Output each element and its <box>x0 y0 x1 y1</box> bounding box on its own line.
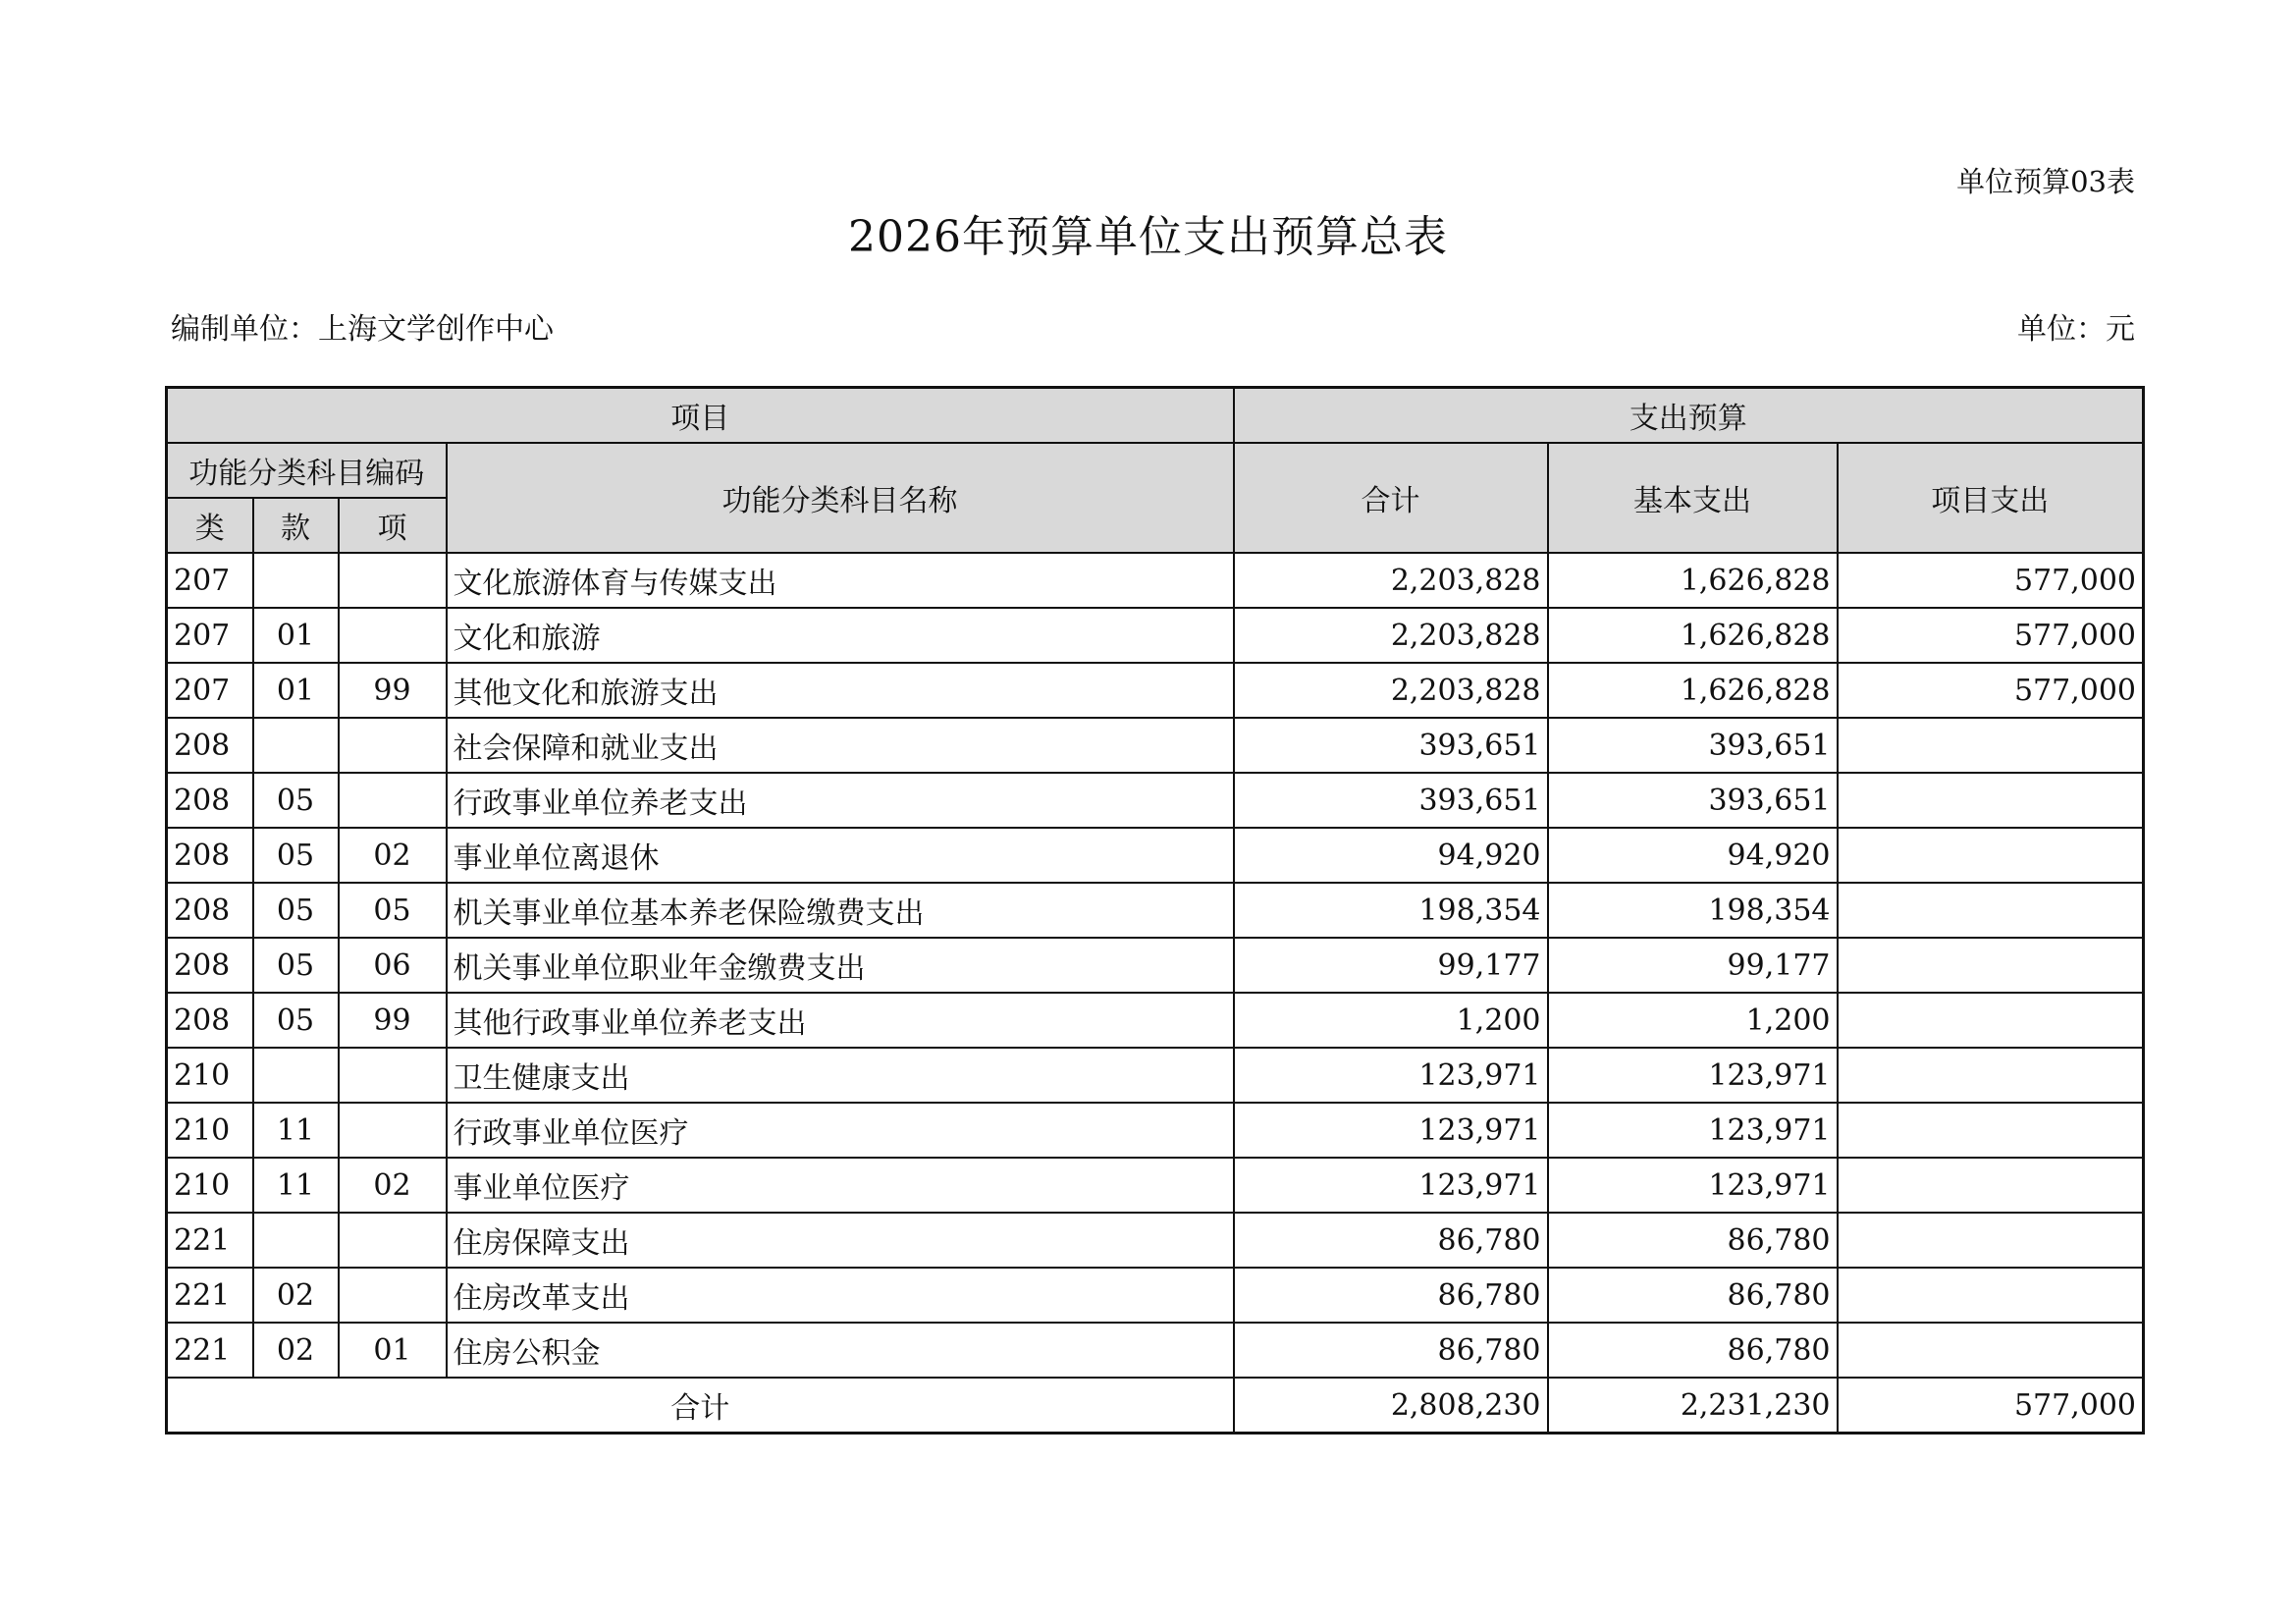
cell-project <box>1838 1048 2144 1103</box>
cell-subject-name: 住房保障支出 <box>447 1213 1234 1268</box>
cell-project <box>1838 1323 2144 1378</box>
cell-basic: 1,626,828 <box>1548 608 1838 663</box>
cell-lei: 210 <box>167 1048 253 1103</box>
cell-project: 577,000 <box>1838 663 2144 718</box>
cell-total: 94,920 <box>1234 828 1548 883</box>
cell-basic: 198,354 <box>1548 883 1838 938</box>
cell-subject-name: 住房公积金 <box>447 1323 1234 1378</box>
form-number: 单位预算03表 <box>1956 165 2135 198</box>
cell-kuan: 05 <box>253 773 339 828</box>
cell-lei: 221 <box>167 1213 253 1268</box>
cell-basic: 86,780 <box>1548 1323 1838 1378</box>
cell-subject-name: 事业单位医疗 <box>447 1158 1234 1213</box>
cell-kuan: 05 <box>253 938 339 993</box>
cell-project <box>1838 993 2144 1048</box>
cell-subject-name: 住房改革支出 <box>447 1268 1234 1323</box>
table-row <box>167 608 2144 663</box>
table-row <box>167 773 2144 828</box>
page-title: 2026年预算单位支出预算总表 <box>848 212 1448 262</box>
cell-xiang: 99 <box>339 993 447 1048</box>
cell-xiang <box>339 553 447 608</box>
cell-xiang: 02 <box>339 1158 447 1213</box>
cell-xiang <box>339 773 447 828</box>
cell-lei: 208 <box>167 938 253 993</box>
cell-lei: 208 <box>167 828 253 883</box>
cell-basic: 393,651 <box>1548 773 1838 828</box>
cell-subject-name: 机关事业单位职业年金缴费支出 <box>447 938 1234 993</box>
cell-total: 123,971 <box>1234 1158 1548 1213</box>
cell-subject-name: 卫生健康支出 <box>447 1048 1234 1103</box>
cell-basic: 1,200 <box>1548 993 1838 1048</box>
cell-xiang: 02 <box>339 828 447 883</box>
cell-kuan: 11 <box>253 1103 339 1158</box>
total-label: 合计 <box>167 1378 1234 1434</box>
cell-lei: 221 <box>167 1268 253 1323</box>
header-project: 项目支出 <box>1838 443 2144 553</box>
cell-basic: 94,920 <box>1548 828 1838 883</box>
cell-lei: 207 <box>167 553 253 608</box>
cell-subject-name: 社会保障和就业支出 <box>447 718 1234 773</box>
cell-xiang: 01 <box>339 1323 447 1378</box>
cell-total: 123,971 <box>1234 1103 1548 1158</box>
cell-total: 86,780 <box>1234 1213 1548 1268</box>
cell-subject-name: 行政事业单位医疗 <box>447 1103 1234 1158</box>
cell-subject-name: 其他行政事业单位养老支出 <box>447 993 1234 1048</box>
cell-lei: 208 <box>167 883 253 938</box>
cell-xiang: 05 <box>339 883 447 938</box>
cell-total: 123,971 <box>1234 1048 1548 1103</box>
cell-kuan: 11 <box>253 1158 339 1213</box>
cell-xiang <box>339 718 447 773</box>
cell-kuan <box>253 553 339 608</box>
currency-unit: 单位：元 <box>2017 312 2135 347</box>
cell-lei: 210 <box>167 1103 253 1158</box>
header-code-group: 功能分类科目编码 <box>167 443 447 498</box>
cell-basic: 393,651 <box>1548 718 1838 773</box>
cell-project <box>1838 1158 2144 1213</box>
table-row <box>167 883 2144 938</box>
table-row <box>167 828 2144 883</box>
cell-lei: 208 <box>167 718 253 773</box>
header-xiang: 项 <box>339 498 447 553</box>
cell-xiang <box>339 1213 447 1268</box>
budget-table <box>165 386 2145 1435</box>
cell-xiang: 06 <box>339 938 447 993</box>
cell-basic: 123,971 <box>1548 1158 1838 1213</box>
cell-basic: 123,971 <box>1548 1048 1838 1103</box>
table-row <box>167 1048 2144 1103</box>
cell-project: 577,000 <box>1838 553 2144 608</box>
cell-lei: 207 <box>167 608 253 663</box>
cell-total: 393,651 <box>1234 773 1548 828</box>
cell-project <box>1838 883 2144 938</box>
header-subject-name: 功能分类科目名称 <box>447 443 1234 553</box>
total-sum: 2,808,230 <box>1234 1378 1548 1434</box>
cell-total: 1,200 <box>1234 993 1548 1048</box>
cell-xiang: 99 <box>339 663 447 718</box>
table-row <box>167 1158 2144 1213</box>
cell-project <box>1838 718 2144 773</box>
table-row <box>167 1323 2144 1378</box>
cell-subject-name: 文化和旅游 <box>447 608 1234 663</box>
cell-total: 2,203,828 <box>1234 608 1548 663</box>
header-total: 合计 <box>1234 443 1548 553</box>
cell-total: 198,354 <box>1234 883 1548 938</box>
header-budget: 支出预算 <box>1234 388 2144 444</box>
cell-basic: 123,971 <box>1548 1103 1838 1158</box>
total-row <box>167 1378 2144 1434</box>
cell-lei: 208 <box>167 993 253 1048</box>
total-basic: 2,231,230 <box>1548 1378 1838 1434</box>
cell-xiang <box>339 608 447 663</box>
cell-total: 86,780 <box>1234 1323 1548 1378</box>
cell-total: 99,177 <box>1234 938 1548 993</box>
cell-kuan <box>253 1048 339 1103</box>
cell-kuan: 01 <box>253 608 339 663</box>
cell-xiang <box>339 1268 447 1323</box>
cell-project <box>1838 1213 2144 1268</box>
cell-total: 2,203,828 <box>1234 553 1548 608</box>
table-row <box>167 663 2144 718</box>
cell-lei: 207 <box>167 663 253 718</box>
cell-xiang <box>339 1103 447 1158</box>
cell-basic: 1,626,828 <box>1548 663 1838 718</box>
cell-kuan: 05 <box>253 828 339 883</box>
table-row <box>167 938 2144 993</box>
table-row <box>167 718 2144 773</box>
cell-total: 86,780 <box>1234 1268 1548 1323</box>
cell-project <box>1838 1268 2144 1323</box>
cell-subject-name: 行政事业单位养老支出 <box>447 773 1234 828</box>
header-item: 项目 <box>167 388 1234 444</box>
table-row <box>167 1268 2144 1323</box>
cell-project <box>1838 1103 2144 1158</box>
compiling-unit: 编制单位：上海文学创作中心 <box>171 312 554 347</box>
cell-total: 393,651 <box>1234 718 1548 773</box>
cell-kuan <box>253 1213 339 1268</box>
cell-project <box>1838 938 2144 993</box>
cell-lei: 221 <box>167 1323 253 1378</box>
cell-subject-name: 其他文化和旅游支出 <box>447 663 1234 718</box>
cell-basic: 86,780 <box>1548 1268 1838 1323</box>
table-body <box>167 553 2144 1378</box>
cell-kuan: 05 <box>253 883 339 938</box>
total-project: 577,000 <box>1838 1378 2144 1434</box>
cell-kuan <box>253 718 339 773</box>
cell-project: 577,000 <box>1838 608 2144 663</box>
cell-subject-name: 机关事业单位基本养老保险缴费支出 <box>447 883 1234 938</box>
cell-subject-name: 文化旅游体育与传媒支出 <box>447 553 1234 608</box>
table-row <box>167 993 2144 1048</box>
header-basic: 基本支出 <box>1548 443 1838 553</box>
cell-total: 2,203,828 <box>1234 663 1548 718</box>
cell-kuan: 02 <box>253 1323 339 1378</box>
cell-basic: 99,177 <box>1548 938 1838 993</box>
cell-lei: 210 <box>167 1158 253 1213</box>
header-lei: 类 <box>167 498 253 553</box>
cell-basic: 1,626,828 <box>1548 553 1838 608</box>
cell-basic: 86,780 <box>1548 1213 1838 1268</box>
cell-kuan: 02 <box>253 1268 339 1323</box>
cell-project <box>1838 773 2144 828</box>
table-row <box>167 1103 2144 1158</box>
cell-xiang <box>339 1048 447 1103</box>
cell-lei: 208 <box>167 773 253 828</box>
cell-subject-name: 事业单位离退休 <box>447 828 1234 883</box>
cell-kuan: 01 <box>253 663 339 718</box>
cell-kuan: 05 <box>253 993 339 1048</box>
table-row <box>167 1213 2144 1268</box>
cell-project <box>1838 828 2144 883</box>
header-kuan: 款 <box>253 498 339 553</box>
table-row <box>167 553 2144 608</box>
